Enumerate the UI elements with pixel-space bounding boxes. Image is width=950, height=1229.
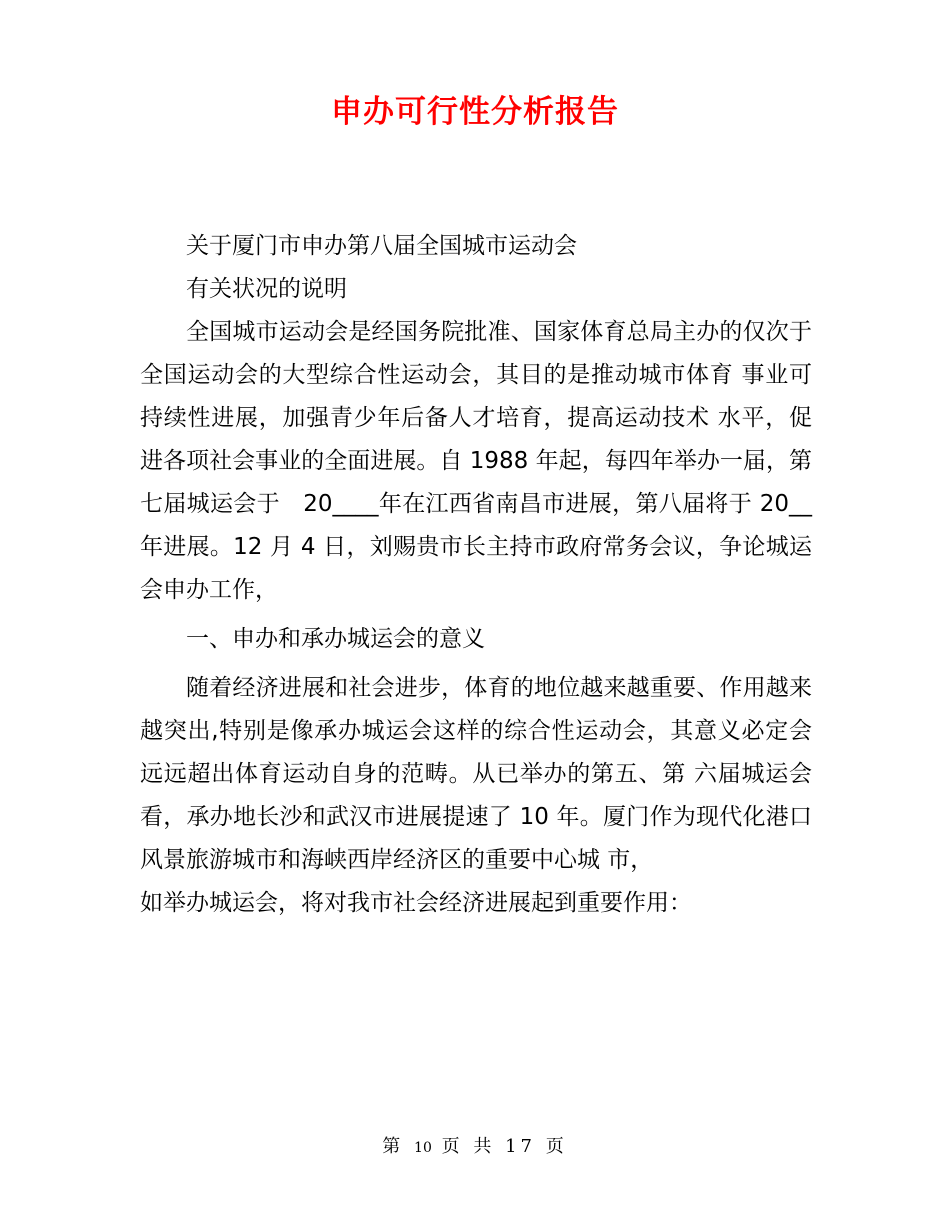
section-heading-1: 一、申办和承办城运会的意义 — [186, 626, 485, 652]
intro-line-1: 关于厦门市申办第八届全国城市运动会 — [186, 233, 577, 259]
footer-middle: 页 共 — [441, 1136, 496, 1157]
document-title: 申办可行性分析报告 — [331, 94, 619, 130]
paragraph-1: 全国城市运动会是经国务院批准、国家体育总局主办的仅次于全国运动会的大型综合性运动会，其目的是推动城市体育 事业可持续性进展，加强青少年后备人才培育，提高运动技术 水平，促进各项社会事业的全面进展。自 1988 年起，每四年举办一届，第七届城运会于 20____年在江西省南昌市进展，第八届将于 20__年进展。12 月 4 日，刘赐贵市长主持市政府常务会议，争论城运会申办工作， — [140, 319, 812, 603]
intro-line-2: 有关状况的说明 — [186, 276, 347, 302]
document-body — [140, 225, 812, 925]
footer-total-pages: 17 — [505, 1136, 536, 1157]
page-footer — [0, 1132, 950, 1158]
footer-prefix: 第 — [382, 1136, 405, 1157]
footer-current-page: 10 — [414, 1140, 432, 1156]
paragraph-3: 如举办城运会，将对我市社会经济进展起到重要作用： — [140, 890, 692, 916]
footer-suffix: 页 — [545, 1136, 568, 1157]
paragraph-2: 随着经济进展和社会进步，体育的地位越来越重要、作用越来越突出,特别是像承办城运会这样的综合性运动会，其意义必定会远远超出体育运动自身的范畴。从已举办的第五、第 六届城运会看，承办地长沙和武汉市进展提速了 10 年。厦门作为现代化港口风景旅游城市和海峡西岸经济区的重要中心城 市， — [140, 675, 812, 873]
